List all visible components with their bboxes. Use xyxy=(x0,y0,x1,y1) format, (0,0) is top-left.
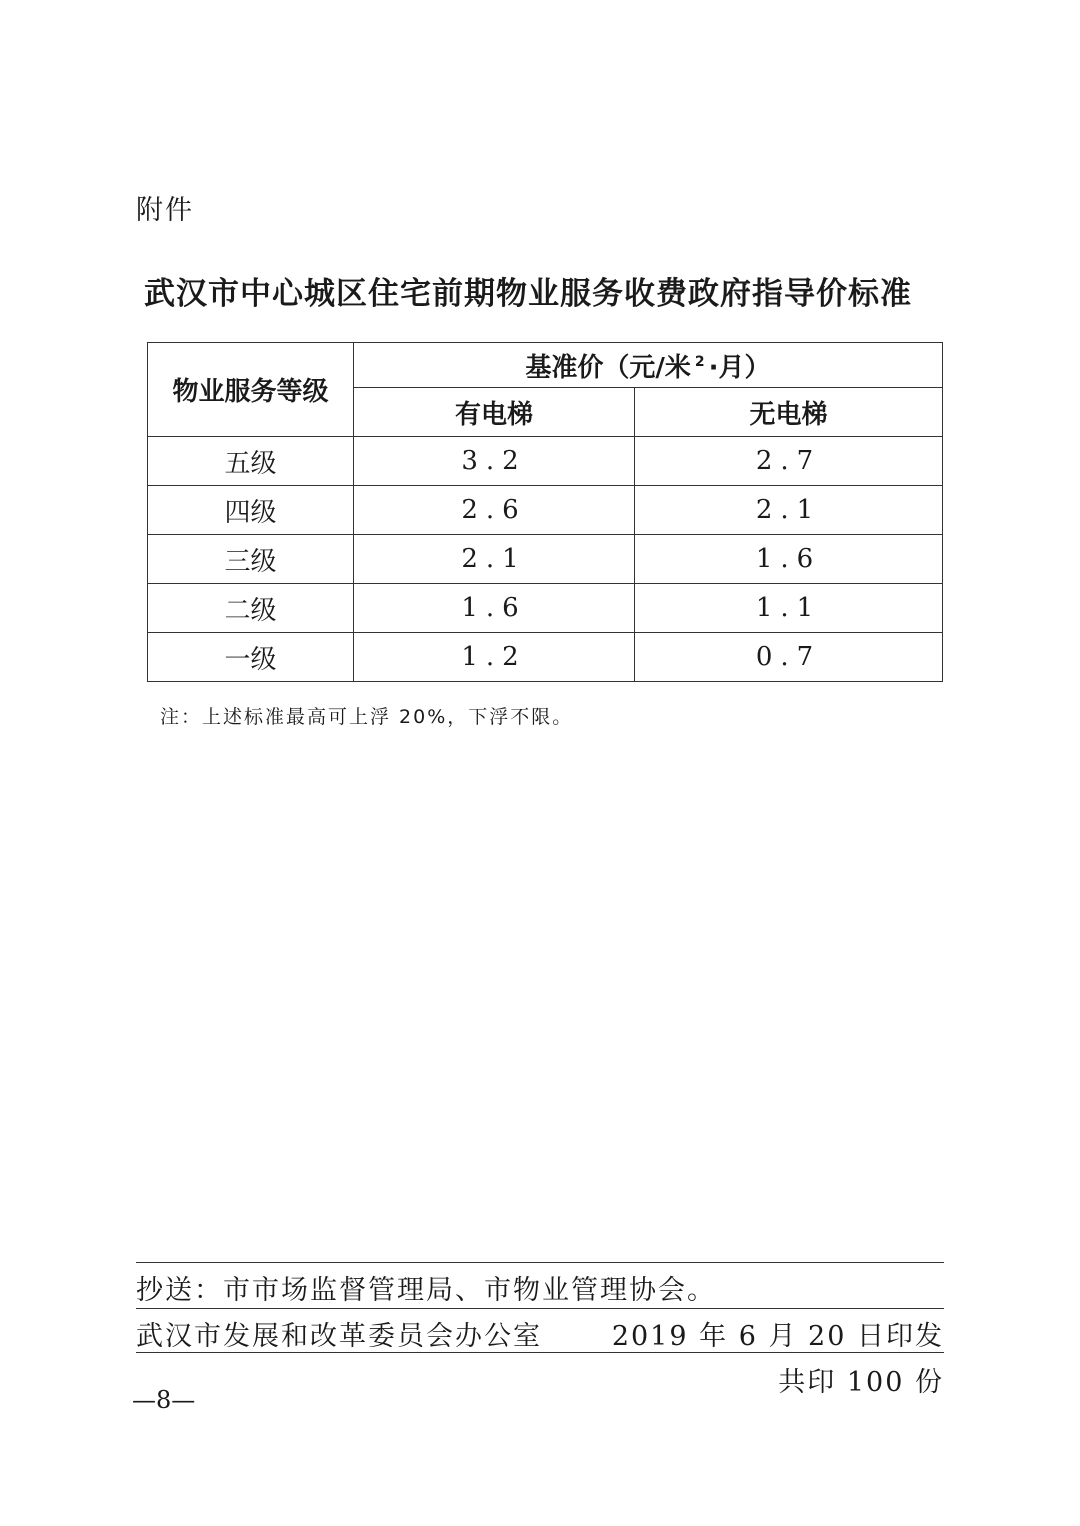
grade-cell: 二级 xyxy=(148,584,354,633)
cc-line: 抄送：市市场监督管理局、市物业管理协会。 xyxy=(136,1275,716,1306)
footer-middle-divider xyxy=(136,1308,944,1309)
without-elevator-price: 2.1 xyxy=(635,486,943,535)
with-elevator-header: 有电梯 xyxy=(354,388,635,437)
with-elevator-price: 1.2 xyxy=(354,633,635,682)
with-elevator-price: 1.6 xyxy=(354,584,635,633)
copies-count: 共印 100 份 xyxy=(778,1367,944,1398)
footer-top-divider xyxy=(136,1262,944,1263)
base-price-header xyxy=(354,343,943,388)
footer-bottom-divider xyxy=(136,1352,944,1353)
table-row xyxy=(148,486,943,535)
table-note: 注：上述标准最高可上浮 20%，下浮不限。 xyxy=(160,706,574,728)
table-row xyxy=(148,584,943,633)
with-elevator-price: 3.2 xyxy=(354,437,635,486)
grade-cell: 五级 xyxy=(148,437,354,486)
without-elevator-price: 0.7 xyxy=(635,633,943,682)
with-elevator-price: 2.6 xyxy=(354,486,635,535)
without-elevator-price: 1.6 xyxy=(635,535,943,584)
square-superscript: 2 xyxy=(694,353,705,370)
attachment-label: 附件 xyxy=(136,195,194,226)
price-standard-table xyxy=(147,342,943,682)
base-price-header-prefix: 基准价（元/米 xyxy=(525,352,691,383)
issuer-name: 武汉市发展和改革委员会办公室 xyxy=(136,1321,542,1352)
with-elevator-price: 2.1 xyxy=(354,535,635,584)
without-elevator-price: 1.1 xyxy=(635,584,943,633)
print-date: 2019 年 6 月 20 日印发 xyxy=(611,1321,944,1352)
table-row xyxy=(148,633,943,682)
page-number: —8— xyxy=(132,1386,196,1414)
base-price-header-suffix: ·月） xyxy=(708,352,771,383)
grade-cell: 一级 xyxy=(148,633,354,682)
grade-cell: 三级 xyxy=(148,535,354,584)
issuer-row xyxy=(136,1314,944,1353)
table-row xyxy=(148,437,943,486)
document-title: 武汉市中心城区住宅前期物业服务收费政府指导价标准 xyxy=(144,276,912,312)
without-elevator-header: 无电梯 xyxy=(635,388,943,437)
table-row xyxy=(148,535,943,584)
without-elevator-price: 2.7 xyxy=(635,437,943,486)
grade-column-header: 物业服务等级 xyxy=(148,343,354,437)
table-header-row xyxy=(148,343,943,388)
grade-cell: 四级 xyxy=(148,486,354,535)
